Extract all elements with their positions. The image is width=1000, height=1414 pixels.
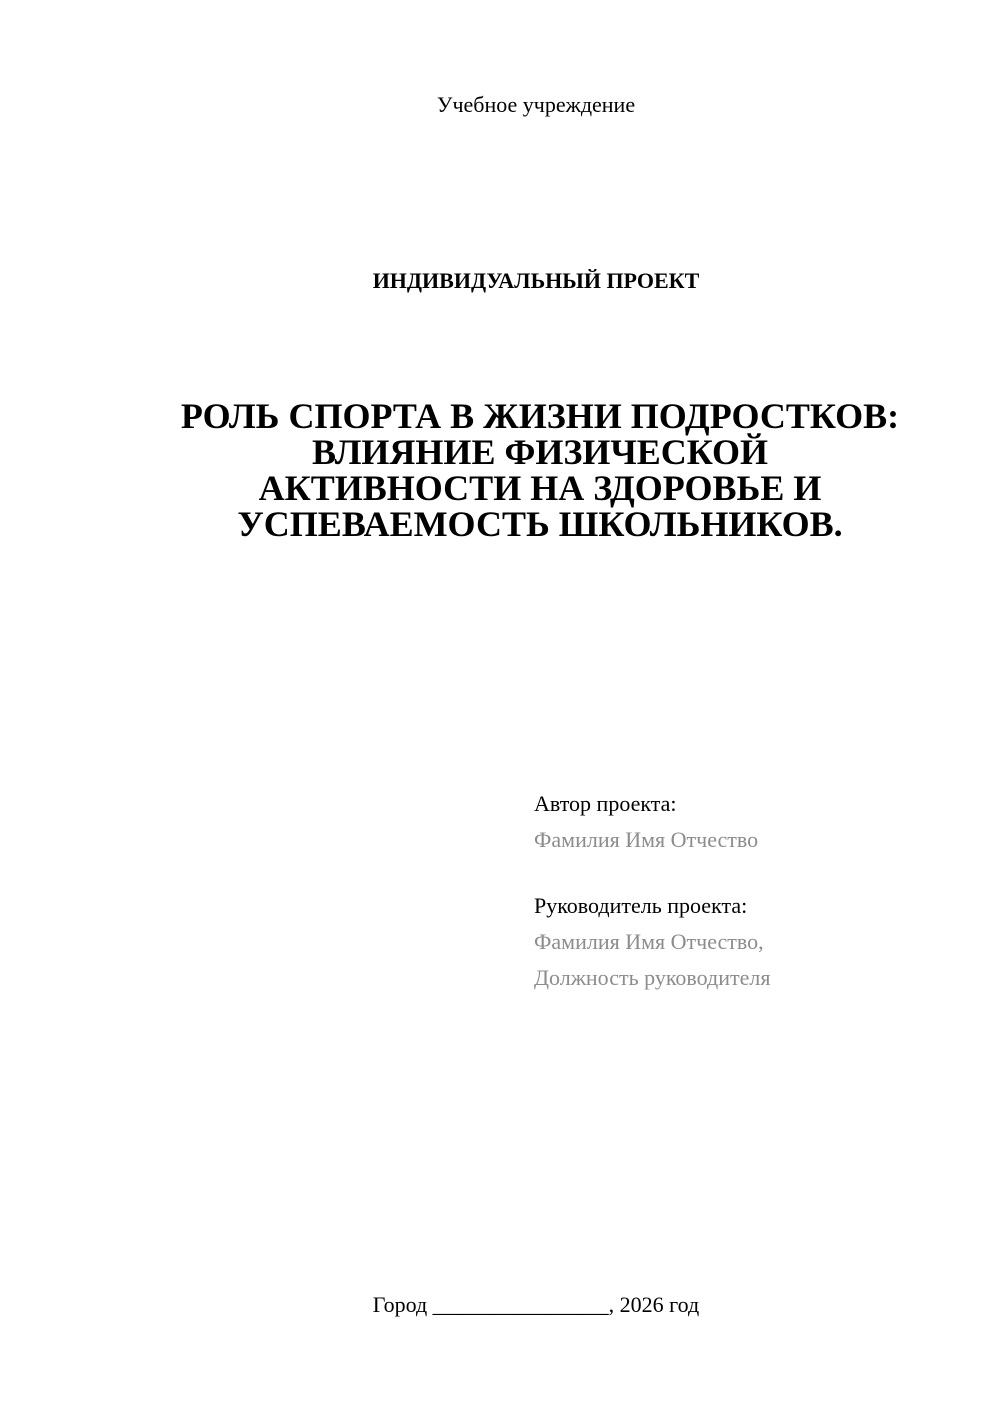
project-title-line: РОЛЬ СПОРТА В ЖИЗНИ ПОДРОСТКОВ: — [180, 396, 900, 436]
city-label: Город — [372, 1292, 428, 1317]
project-title-line: УСПЕВАЕМОСТЬ ШКОЛЬНИКОВ. — [237, 504, 843, 544]
project-title-line: АКТИВНОСТИ НА ЗДОРОВЬЕ И — [258, 468, 822, 508]
year-text: , 2026 год — [608, 1292, 700, 1317]
credits-spacer — [534, 858, 770, 888]
city-year-line — [0, 1288, 1000, 1322]
supervisor-name: Фамилия Имя Отчество, — [534, 929, 764, 954]
city-blank: ________________ — [432, 1292, 609, 1317]
credits-block — [534, 786, 770, 996]
project-title-line: ВЛИЯНИЕ ФИЗИЧЕСКОЙ — [311, 432, 769, 472]
project-type-heading: ИНДИВИДУАЛЬНЫЙ ПРОЕКТ — [372, 268, 700, 293]
author-label: Автор проекта: — [534, 791, 677, 816]
supervisor-position: Должность руководителя — [534, 965, 771, 990]
project-title — [100, 398, 980, 542]
author-name: Фамилия Имя Отчество — [534, 827, 759, 852]
institution-name: Учебное учреждение — [436, 92, 636, 117]
supervisor-label: Руководитель проекта: — [534, 893, 748, 918]
